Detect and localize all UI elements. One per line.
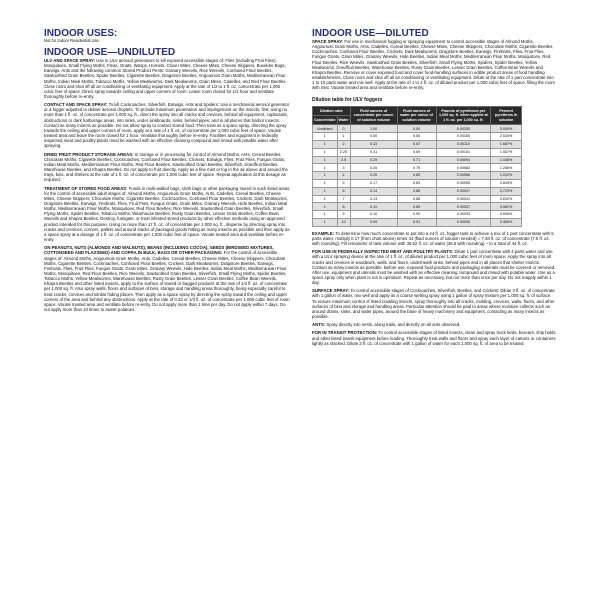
table-cell: 1 <box>313 179 338 187</box>
table-cell: 0.632% <box>491 195 522 203</box>
table-cell: 0.00110 <box>436 140 491 148</box>
transit-section <box>312 330 556 345</box>
contact-heading: CONTACT AND SPACE SPRAY: <box>44 102 108 108</box>
table-cell: 0.91 <box>397 218 436 226</box>
table-cell: 0.31 <box>350 148 397 156</box>
right-column <box>312 28 556 349</box>
example-text: To determine how much concentrate to put into a 44 fl. oz. fogger tank to achieve a mix of 1 part concentrate with 5 parts water, multiply 0.17 (from chart above) times 44 (fluid ounces of solution needed) = 7.48 fl. oz. of concentrate (7.5 fl. oz. with rounding). Fill remainder of tank volume with 36.52 fl. oz. of water (36.5 with rounding) – to a total of 44 fl. oz. <box>312 230 554 247</box>
th-water: Fluid ounces of water per ounce of solution volume <box>397 106 436 125</box>
indoor-uses-title: INDOOR USES: <box>44 28 118 39</box>
table-cell: 0.67 <box>397 140 436 148</box>
meat-plants-section <box>312 249 556 285</box>
table-cell: 0.00047 <box>436 187 491 195</box>
table-cell: 0.50 <box>397 133 436 141</box>
table-cell: 1 <box>313 187 338 195</box>
table-cell: 0.71 <box>397 156 436 164</box>
peanut-text: For the control of accessible stages of: Almond Moths, Angoumois Grain Moths, Ants, Cadelles, Cereal Beetles, Cheese Mites, Cheese Skippers, Chocolate Moths, Cigarette Beetles, Cockroaches, Confused Flour Beetles, Crickets, Dark Mealworms, Dragstore Beetles, Earwigs, Firebrats, Flies, Fruit Flies, Fungus Gnats, Grain Mites, Granary Weevils, Hide Beetles, Indian Meal Moths, Mediterranean Flour Moths, Mosquitoes, Red Flour Beetles, Rice Weevils, Sawtoothed Grain Beetles, Silverfish, Small Flying Moths, Spider Beetles, Tobacco Moths, Yellow Mealworms, Warehouse Beetles, Rusty Grain Beetles, Lesser Grain Beetles, Coffee Bean Weevils, Khapra Beetles and other listed insects, apply to the surface of stored or bagged products at the rate of 1/4 fl. oz. of concentrate per 1,000 sq. ft. Also spray walls, floors and surfaces of bins, storage and handling areas thoroughly, being especially careful to treat cracks, crevices and similar hiding places. Then apply as a space spray by directing the spray toward the ceiling and upper corners of the area and behind any obstructions. Apply at the rate of 0.33 or 1/3 fl. oz. of concentrate per 1,000 cubic feet of room space. Vacate treated area and ventilate before re-entry. Do not apply more than 1 time per day. Do not apply within 7 days. Do not apply more than 10 times to sweet potatoes. <box>44 250 290 313</box>
table-cell: 1.557% <box>491 148 522 156</box>
table-cell: 0.25 <box>350 164 397 172</box>
surface-heading: SURFACE SPRAY: <box>312 288 350 294</box>
space-text: For use in mechanical fogging or spraying equipment to control accessible stages of Almond Moths, Angoumois Grain Moths, Ants, Cadelles, Cereal Beetles, Cheese Mites, Cheese Skippers, Chocolate Moths, Cigarette Beetles, Cockroaches, Confused Flour Beetles, Crickets, Dark Mealworms, Dragstore Beetles, Earwigs, Firebrats, Flies, Fruit Flies, Fungus Gnats, Grain Mites, Granary Weevils, Hide Beetles, Indian Meal Moths, Mediterranean Flour Moths, Mosquitoes, Red Flour Beetles, Rice Weevils, Sawtoothed Grain Beetles, Silverfish, Small Flying Moths, Spiders, Spider Beetles, Yellow Mealworms, Driedfruit Beetles, Warehouse Beetles, Rusty Grain Beetles, Lesser Grain Beetles, Coffee Bean Weevils and Khapra Beetles. Remove or cover exposed food and cover food-handling surfaces in edible product areas of food handling establishments. Close room and shut off all air conditioning or ventilating equipment. Dilute at the rate of 1 part concentrate into 1 to 10 parts water and mix well. Apply at the rate of 1 to 2 fl. oz. of diluted product per 1,000 cubic feet of space, filling the room with mist. Vacate treated area and ventilate before re-entry. <box>312 39 555 91</box>
table-cell: 0.14 <box>350 187 397 195</box>
meat-heading: FOR USE IN FEDERALLY INSPECTED MEAT AND POULTRY PLANTS: <box>312 249 454 255</box>
table-row <box>313 133 522 141</box>
table-cell: 0.00 <box>397 125 436 133</box>
ulv-text: Use in ULV aerosol generators to kill exposed accessible stages of: Flies (including Fruit Flies), Mosquitoes, Small Flying Moths, Fleas, Gnats, Wasps, Hornets, Clover Mites, Cheese Mites, Cheese Skippers, Boxelder Bugs, Earwigs, Ants and the following common Stored Product Pests: Granary Weevils, Rice Weevils, Confused Flour Beetles, Sawtoothed Grain Beetles, Spider Beetles, Cigarette Beetles, Dragstore Beetles, Angoumois Grain Moths, Mediterranean Flour Moths, Indian Meal Moths, Tobacco Moths, Yellow Mealworms, Dark Mealworms, Grain Mites, Cadelles, and Red Flour Beetles. Close room and shut off all air conditioning or ventilating equipment. Apply at the rate of 1/2 to 1 fl. oz. concentrate per 1,000 cubic feet of space. Direct spray towards ceiling and upper corners of room. Leave room closed for 1/2 hour and ventilate thoroughly before re-entry. <box>44 57 287 99</box>
table-cell: 1 <box>313 172 338 180</box>
stored-text: Foods in multi-walled bags, cloth bags or other packaging stored in such listed areas for the control of accessible adult stages of: Almond Moths, Angoumois Grain Moths, Ants, Cadelles, Cereal Beetles, Cheese Mites, Cheese Skippers, Chocolate Moths, Cigarette Beetles, Cockroaches, Confused Flour Beetles, Crickets, Dark Mealworms, Dragstore Beetles, Earwigs, Firebrats, Flies, Fruit Flies, Fungus Gnats, Grain Mites, Granary Weevils, Hide Beetles, Indian Meal Moths, Mediterranean Flour Moths, Mosquitoes, Red Flour Beetles, Rice Weevils, Sawtoothed Grain Beetles, Silverfish, Small Flying Moths, Spider Beetles, Tobacco Moths, Warehouse Beetles, Rusty Grain Beetles, Lesser Grain Beetles, Coffee Bean Weevils and Khapra Beetles. Destroy, fumigate, or treat infested stored products by other effective methods using an approved product intended for this purpose. Using no more than 17 fl. oz. of concentrate per 1,000 sq. ft., disperse by directing spray into cracks and crevices, corners, pallets and around stacks of packaged goods hitting as many insects as possible and then apply as a space spray at a dosage of 1 fl. oz. of concentrate per 1,000 cubic feet of space. Vacate treated area and ventilate before re-entry. <box>44 185 290 243</box>
th-pyrethrum: Pounds of pyrethrum per 1,000 sq. ft. when applied at 1 fl. oz. per 1,000 cu. ft. <box>436 106 491 125</box>
table-cell: 0.506% <box>491 211 522 219</box>
table-cell: 1.00 <box>350 125 397 133</box>
table-cell: 4 <box>337 172 350 180</box>
peanuts-section <box>44 245 290 312</box>
table-cell: 0.00101 <box>436 148 491 156</box>
table-cell: 0.00330 <box>436 125 491 133</box>
dried-text: In storage or in processing for control of Almond Moths, Ants, Cereal Beetles, Chocolate Moths, Cigarette Beetles, Cockroaches, Confused Flour Beetles, Crickets, Earwigs, Flies, Fruit Flies, Fungus Gnats, Indian Meal Moths, Mediterranean Flour Moths, Red Flour Beetles, Sawtoothed Grain Beetles, Silverfish, Driedfruit Beetles, Warehouse Beetles, and Khapra Beetles. Do not apply to fruit directly. Apply as a fine mist or fog in the air above and around the trays, bins, and shelves at the rate of 1 fl. oz. of concentrate per 1,000 cubic feet of space. Repeat application at this dosage as required. <box>44 151 288 183</box>
table-row <box>313 156 522 164</box>
ulv-section <box>44 58 290 99</box>
dried-heading: DRIED FRUIT PRODUCT STORAGE AREAS: <box>44 151 134 157</box>
table-row <box>313 125 522 133</box>
table-cell: 0.17 <box>350 179 397 187</box>
table-cell: 0.80 <box>397 172 436 180</box>
table-cell: 0.10 <box>350 211 397 219</box>
table-cell: 0.00082 <box>436 164 491 172</box>
example-heading: EXAMPLE: <box>312 230 335 236</box>
diluted-title: INDOOR USE—DILUTED <box>312 28 429 39</box>
table-cell: 2.25 <box>337 148 350 156</box>
table-cell: 0.00033 <box>436 211 491 219</box>
table-row <box>313 195 522 203</box>
table-cell: 9 <box>337 211 350 219</box>
table-cell: 0.00037 <box>436 203 491 211</box>
dilution-table-title: Dilution table for ULV foggers <box>312 96 383 103</box>
table-cell: Undiluted <box>313 125 338 133</box>
stored-heading: TREATMENT OF STORED FOOD AREAS: <box>44 185 128 191</box>
table-cell: 0.33 <box>350 140 397 148</box>
table-row <box>313 179 522 187</box>
dried-fruit-section <box>44 152 290 183</box>
table-cell: 8 <box>337 203 350 211</box>
table-cell: 0.723% <box>491 187 522 195</box>
left-column <box>44 28 290 315</box>
ants-text: Spray directly into nests, along trails, and directly on all ants observed. <box>326 322 461 328</box>
table-cell: 0.86 <box>397 187 436 195</box>
table-cell: 1 <box>337 133 350 141</box>
transit-heading: FOR IN TRANSIT PROTECTION: <box>312 330 378 336</box>
table-cell: 1.446% <box>491 156 522 164</box>
table-cell: 0.90 <box>397 211 436 219</box>
undiluted-title: INDOOR USE—UNDILUTED <box>44 46 176 58</box>
table-cell: 1.265% <box>491 164 522 172</box>
table-cell: 1 <box>313 211 338 219</box>
table-cell: 0.00094 <box>436 156 491 164</box>
table-cell: 0.11 <box>350 203 397 211</box>
table-cell: 1 <box>313 195 338 203</box>
ulv-heading: ULV AND SPACE SPRAY: <box>44 57 96 63</box>
th-sub-concentrate: Concentrate <box>313 115 338 124</box>
table-cell: 1 <box>313 203 338 211</box>
table-row <box>313 203 522 211</box>
table-cell: 1 <box>313 133 338 141</box>
table-cell: 0.13 <box>350 195 397 203</box>
th-concentrate: Fluid ounces of concentrate per ounce of solution volume <box>350 106 397 125</box>
contact-section <box>44 102 290 148</box>
table-cell: 1 <box>313 218 338 226</box>
table-cell: 0.20 <box>350 172 397 180</box>
ants-section <box>312 322 556 327</box>
not-for-residential: Not for Indoor Residential Use. <box>44 38 100 43</box>
table-cell: 7 <box>337 195 350 203</box>
space-heading: SPACE SPRAY: <box>312 39 344 44</box>
surface-text: To control accessible stages of Cockroaches, Silverfish, Beetles, and Crickets: Dilute 3 fl. oz. of concentrate with 1 gallon of water, mix well and apply as a coarse wetting spray using 1 gallon of spray mixture per 1,000 sq. ft. of surface. To ensure maximum control of listed crawling insects, spray thoroughly into all cracks, molding, crevices, walls, floors, and other surfaces of bins and storage and handling areas. Particular attention should be paid to areas where moisture collects such as around drains, sinks, and water pipes, around the base of heavy machinery and equipment, contacting as many insects as possible. <box>312 288 555 320</box>
table-cell: 0.50 <box>350 133 397 141</box>
table-cell: 1.012% <box>491 172 522 180</box>
table-cell: 6 <box>337 187 350 195</box>
table-cell: 3 <box>337 164 350 172</box>
table-row <box>313 148 522 156</box>
ants-heading: ANTS: <box>312 322 326 328</box>
table-cell: 0.09 <box>350 218 397 226</box>
table-cell: 5 <box>337 179 350 187</box>
meat-text: Dilute 1 part concentrate with 4 parts water and use with a ULV spraying device at the rate of 1 fl. oz. of diluted product per 1,000 cubic feet of room space. Apply the spray into all cracks and crevices in woodwork, walls, and floors, underneath sinks, behind pipes and in all places that shelter insects. Contact as many insects as possible. Before use, exposed food products and packaging materials must be covered or removed. After use, equipment and utensils must be washed with an effective cleaning compound and rinsed with potable water. Use as a space spray only when plant is not in operation. Repeat as necessary, but not more than once per day. Do not reapply within 1 day. <box>312 249 556 286</box>
table-cell: 2.5 <box>337 156 350 164</box>
table-cell: 0.460% <box>491 218 522 226</box>
th-sub-water: Water <box>337 115 350 124</box>
table-cell: 0.69 <box>397 148 436 156</box>
table-cell: 10 <box>337 218 350 226</box>
table-cell: 2.530% <box>491 133 522 141</box>
table-cell: 1 <box>313 148 338 156</box>
space-spray-section <box>312 39 556 91</box>
table-row <box>313 211 522 219</box>
table-cell: 5.000% <box>491 125 522 133</box>
table-cell: 0.89 <box>397 203 436 211</box>
table-cell: 0.843% <box>491 179 522 187</box>
dilution-table <box>312 106 522 227</box>
surface-spray-section <box>312 288 556 319</box>
table-cell: 0.00165 <box>436 133 491 141</box>
table-cell: 1 <box>313 156 338 164</box>
table-row <box>313 172 522 180</box>
table-cell: 1 <box>313 140 338 148</box>
table-cell: 1.687% <box>491 140 522 148</box>
table-cell: 0.88 <box>397 195 436 203</box>
table-cell: 0.562% <box>491 203 522 211</box>
dilution-table-body <box>313 125 522 226</box>
table-cell: 0.00055 <box>436 179 491 187</box>
table-cell: 1 <box>313 164 338 172</box>
table-cell: 0.29 <box>350 156 397 164</box>
table-cell: 0.00041 <box>436 195 491 203</box>
example-section <box>312 231 556 246</box>
table-cell: 0.75 <box>397 164 436 172</box>
transit-text: To control accessible stages of listed insects, clean and spray truck beds, boxcars, ship holds and other listed transit equipment before loading. Thoroughly treat walls and floors and spray each layer of cartons or containers lightly as stacked. Dilute 3 fl. oz. of concentrate with 1 gallon of water for each 1,000 sq. ft. of area to be treated. <box>312 330 556 346</box>
table-row <box>313 218 522 226</box>
table-cell: 0.83 <box>397 179 436 187</box>
peanut-heading: ON PEANUTS, NUTS (ALMONDS AND WALNUTS), BEANS (INCLUDING COCOA), SEEDS (BIRDSEED MIXTURES, COTTONSEED AND FLAXSEED) AND COPRA IN BULK, BAGS OR OTHER PACKAGING: <box>44 245 274 256</box>
th-dilution-ratio: Dilution ratio <box>313 106 351 115</box>
contact-text: To kill Cockroaches, Silverfish, Earwigs, Ants and Spiders: Use a mechanical aerosol generator or a fogger adjusted to deliver aerosol droplets. To provide maximum penetration and impingement on the insects, first, using no more than 1 fl. oz. of concentrate per 1,000 sq. ft., direct the spray into all cracks and crevices, behind all equipment, cupboards, obstructions or dark harborage areas, into sinks, under sinkboards, sinks, behind pipes, and in all places that harbor insects. Contact as many insects as possible. Do not allow spray to contact stored food. Then treat as a space spray, directing the spray towards the ceiling and upper corners of room, apply at a rate of 1 fl. oz. of concentrate per 1,000 cubic feet of space. Vacate treated area and leave the room closed for 1 hour. Ventilate thoroughly before re-entry. Facilities and equipment in federally inspected meat and poultry plants must be washed with an effective cleaning compound and rinsed with potable water after spraying. <box>44 102 290 149</box>
table-row <box>313 140 522 148</box>
table-cell: 0 <box>337 125 350 133</box>
stored-food-section <box>44 186 290 243</box>
table-cell: 0.00030 <box>436 218 491 226</box>
th-percent: Percent pyrethrins in solution <box>491 106 522 125</box>
table-row <box>313 164 522 172</box>
table-cell: 0.00066 <box>436 172 491 180</box>
table-row <box>313 187 522 195</box>
table-cell: 2 <box>337 140 350 148</box>
